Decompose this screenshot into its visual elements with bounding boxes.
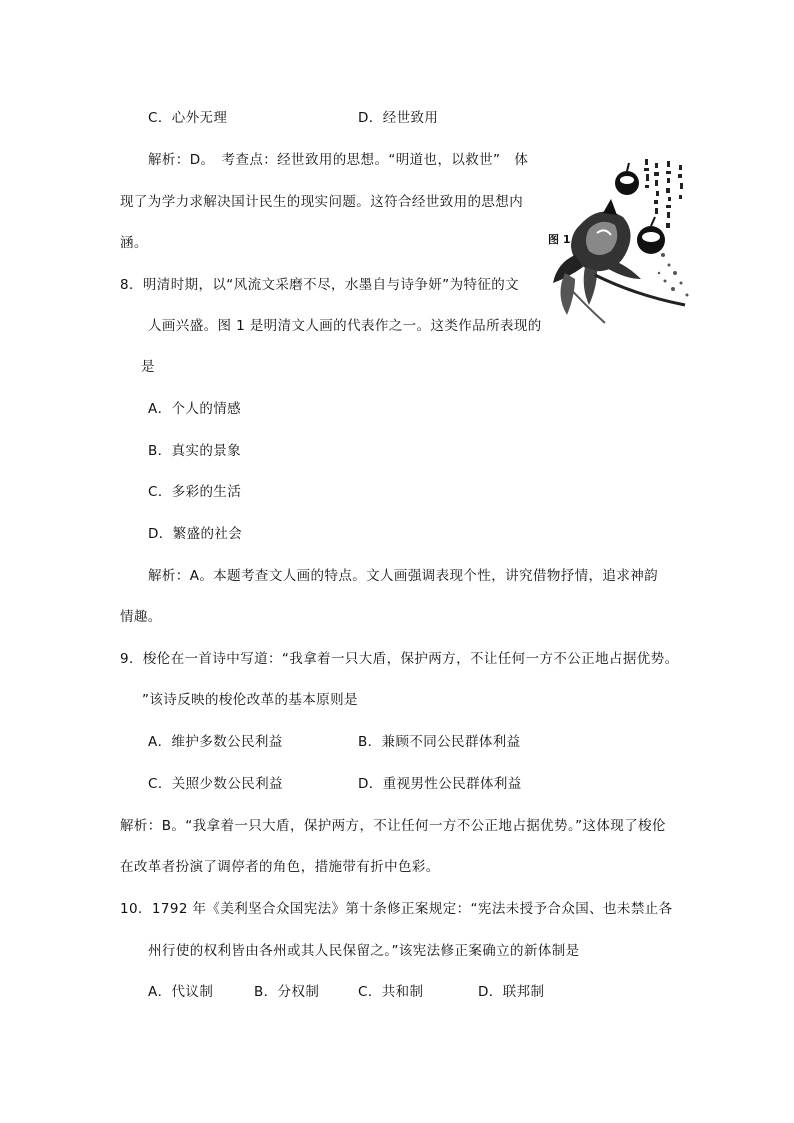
q10-option-a: A．代议制: [148, 984, 214, 1000]
q7-analysis-line3: 涵。: [120, 235, 148, 251]
q9-stem-line1: 9．梭伦在一首诗中写道：“我拿着一只大盾，保护两方，不让任何一方不公正地占据优势。: [120, 651, 679, 667]
q9-analysis-line2: 在改革者扮演了调停者的角色，措施带有折中色彩。: [120, 859, 440, 875]
q9-option-b: B．兼顾不同公民群体利益: [358, 734, 521, 750]
q8-stem-line2: 人画兴盛。图 1 是明清文人画的代表作之一。这类作品所表现的: [148, 318, 542, 334]
q10-option-d: D．联邦制: [478, 984, 545, 1000]
q9-option-d: D．重视男性公民群体利益: [358, 776, 522, 792]
q8-option-b: B．真实的景象: [148, 443, 242, 459]
q9-option-a: A．维护多数公民利益: [148, 734, 283, 750]
q7-option-d: D．经世致用: [358, 110, 439, 126]
q7-analysis-line2: 现了为学力求解决国计民生的现实问题。这符合经世致用的思想内: [120, 194, 524, 210]
figure-1-label: 图 1: [548, 233, 571, 246]
q10-option-c: C．共和制: [358, 984, 424, 1000]
q8-stem-line1: 8．明清时期，以“风流文采磨不尽，水墨自与诗争妍”为特征的文: [120, 277, 520, 293]
q10-option-b: B．分权制: [254, 984, 320, 1000]
q8-option-a: A．个人的情感: [148, 401, 242, 417]
q10-stem-line2: 州行使的权利皆由各州或其人民保留之。”该宪法修正案确立的新体制是: [148, 943, 580, 959]
q7-analysis-line1: 解析：D。 考查点：经世致用的思想。“明道也，以救世” 体: [148, 152, 529, 168]
q8-stem-line3: 是: [141, 359, 155, 375]
q8-option-d: D．繁盛的社会: [148, 526, 243, 542]
q9-analysis-line1: 解析：B。“我拿着一只大盾，保护两方，不让任何一方不公正地占据优势。”这体现了梭伦: [120, 818, 666, 834]
q7-option-c: C．心外无理: [148, 110, 228, 126]
q8-analysis-line2: 情趣。: [120, 609, 162, 625]
q8-analysis-line1: 解析：A。本题考查文人画的特点。文人画强调表现个性，讲究借物抒情，追求神韵: [148, 568, 659, 584]
q10-stem-line1: 10．1792 年《美利坚合众国宪法》第十条修正案规定：“宪法未授予合众国、也未禁止各: [120, 901, 673, 917]
q9-option-c: C．关照少数公民利益: [148, 776, 283, 792]
q9-stem-line2: ”该诗反映的梭伦改革的基本原则是: [142, 692, 358, 708]
q8-option-c: C．多彩的生活: [148, 484, 242, 500]
